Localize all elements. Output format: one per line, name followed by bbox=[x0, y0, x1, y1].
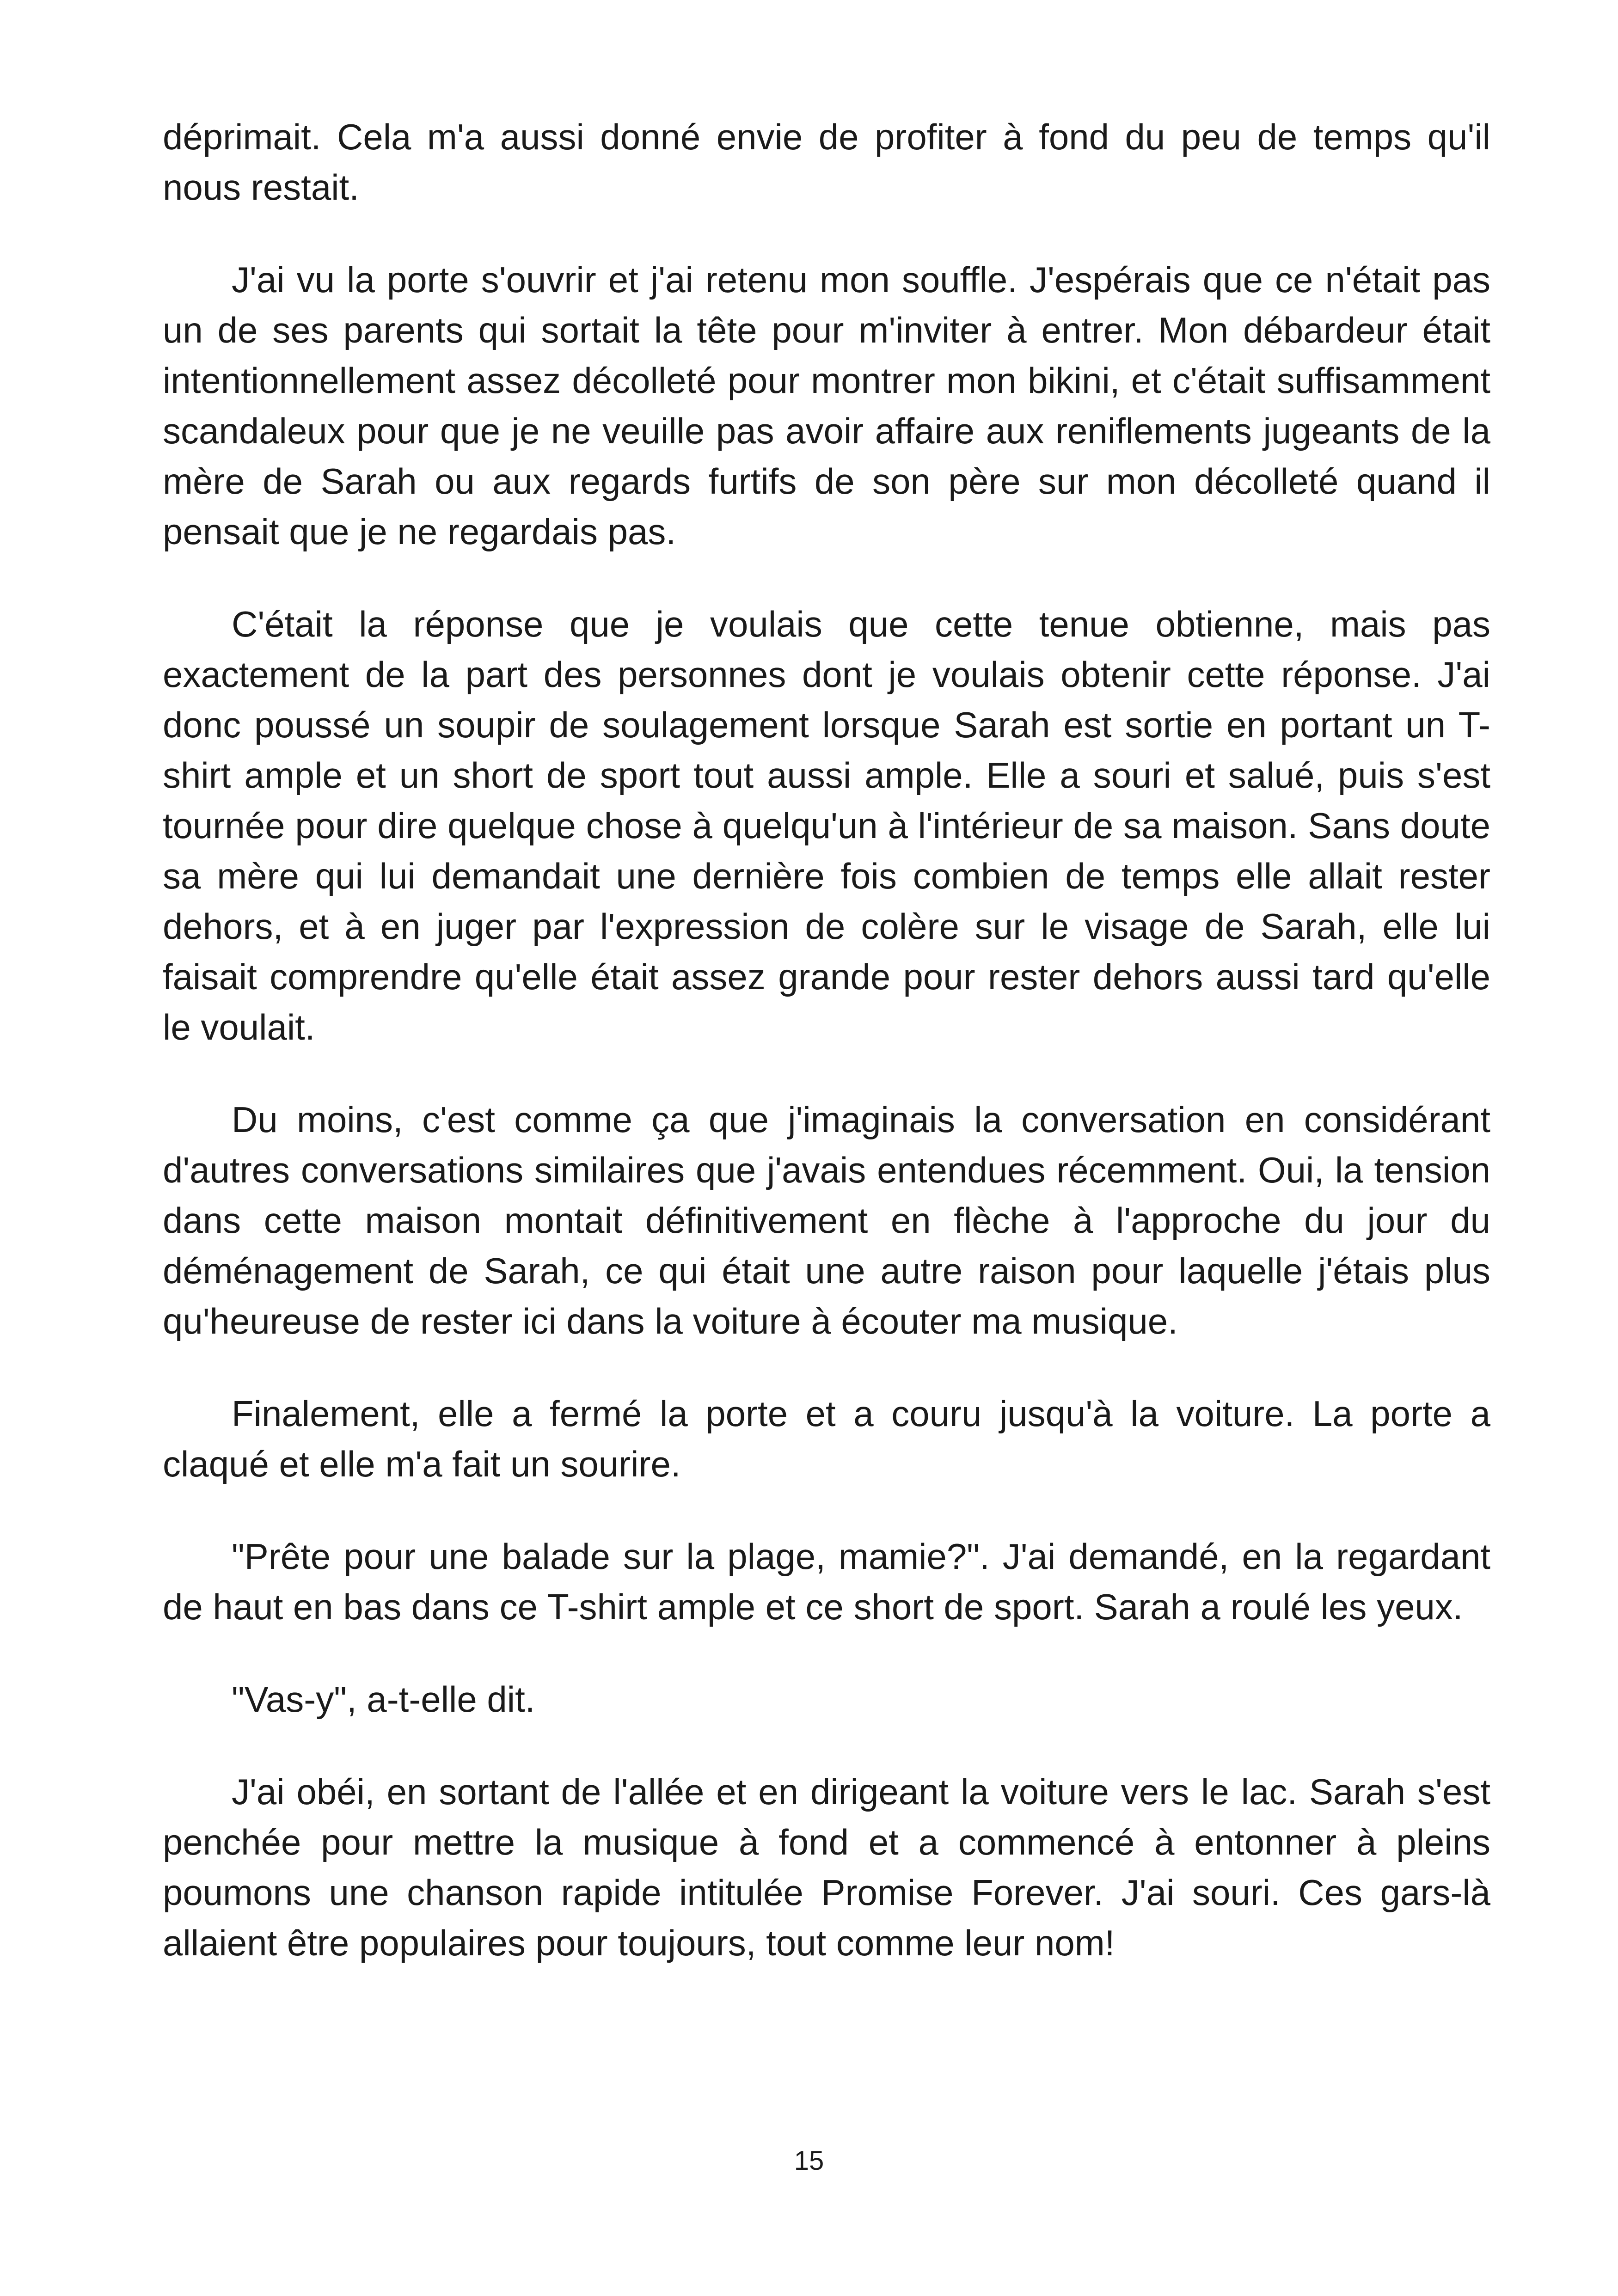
paragraph: Finalement, elle a fermé la porte et a couru jusqu'à la voiture. La porte a claqué et elle m'a fait un sourire. bbox=[163, 1393, 1490, 1484]
paragraph: déprimait. Cela m'a aussi donné envie de profiter à fond du peu de temps qu'il nous restait. bbox=[163, 116, 1490, 208]
paragraph: J'ai obéi, en sortant de l'allée et en dirigeant la voiture vers le lac. Sarah s'est penchée pour mettre la musique à fond et a commencé à entonner à pleins poumons une chanson rapide intitulée Promise Forever. J'ai souri. Ces gars-là allaient être populaires pour toujours, tout comme leur nom! bbox=[163, 1771, 1490, 1963]
paragraph: C'était la réponse que je voulais que cette tenue obtienne, mais pas exactement de la part des personnes dont je voulais obtenir cette réponse. J'ai donc poussé un soupir de soulagement lorsque Sarah est sortie en portant un T-shirt ample et un short de sport tout aussi ample. Elle a souri et salué, puis s'est tournée pour dire quelque chose à quelqu'un à l'intérieur de sa maison. Sans doute sa mère qui lui demandait une dernière fois combien de temps elle allait rester dehors, et à en juger par l'expression de colère sur le visage de Sarah, elle lui faisait comprendre qu'elle était assez grande pour rester dehors aussi tard qu'elle le voulait. bbox=[163, 604, 1490, 1047]
paragraph: J'ai vu la porte s'ouvrir et j'ai retenu mon souffle. J'espérais que ce n'était pas un de ses parents qui sortait la tête pour m'inviter à entrer. Mon débardeur était intentionnellement assez décolleté pour montrer mon bikini, et c'était suffisamment scandaleux pour que je ne veuille pas avoir affaire aux reniflements jugeants de la mère de Sarah ou aux regards furtifs de son père sur mon décolleté quand il pensait que je ne regardais pas. bbox=[163, 259, 1490, 552]
body-text bbox=[163, 112, 1490, 2010]
page-number: 15 bbox=[794, 2146, 824, 2176]
paragraph: "Vas-y", a-t-elle dit. bbox=[232, 1679, 535, 1720]
paragraph: Du moins, c'est comme ça que j'imaginais la conversation en considérant d'autres conversations similaires que j'avais entendues récemment. Oui, la tension dans cette maison montait définitivement en flèche à l'approche du jour du déménagement de Sarah, ce qui était une autre raison pour laquelle j'étais plus qu'heureuse de rester ici dans la voiture à écouter ma musique. bbox=[163, 1099, 1490, 1341]
paragraph: "Prête pour une balade sur la plage, mamie?". J'ai demandé, en la regardant de haut en bas dans ce T-shirt ample et ce short de sport. Sarah a roulé les yeux. bbox=[163, 1536, 1490, 1627]
